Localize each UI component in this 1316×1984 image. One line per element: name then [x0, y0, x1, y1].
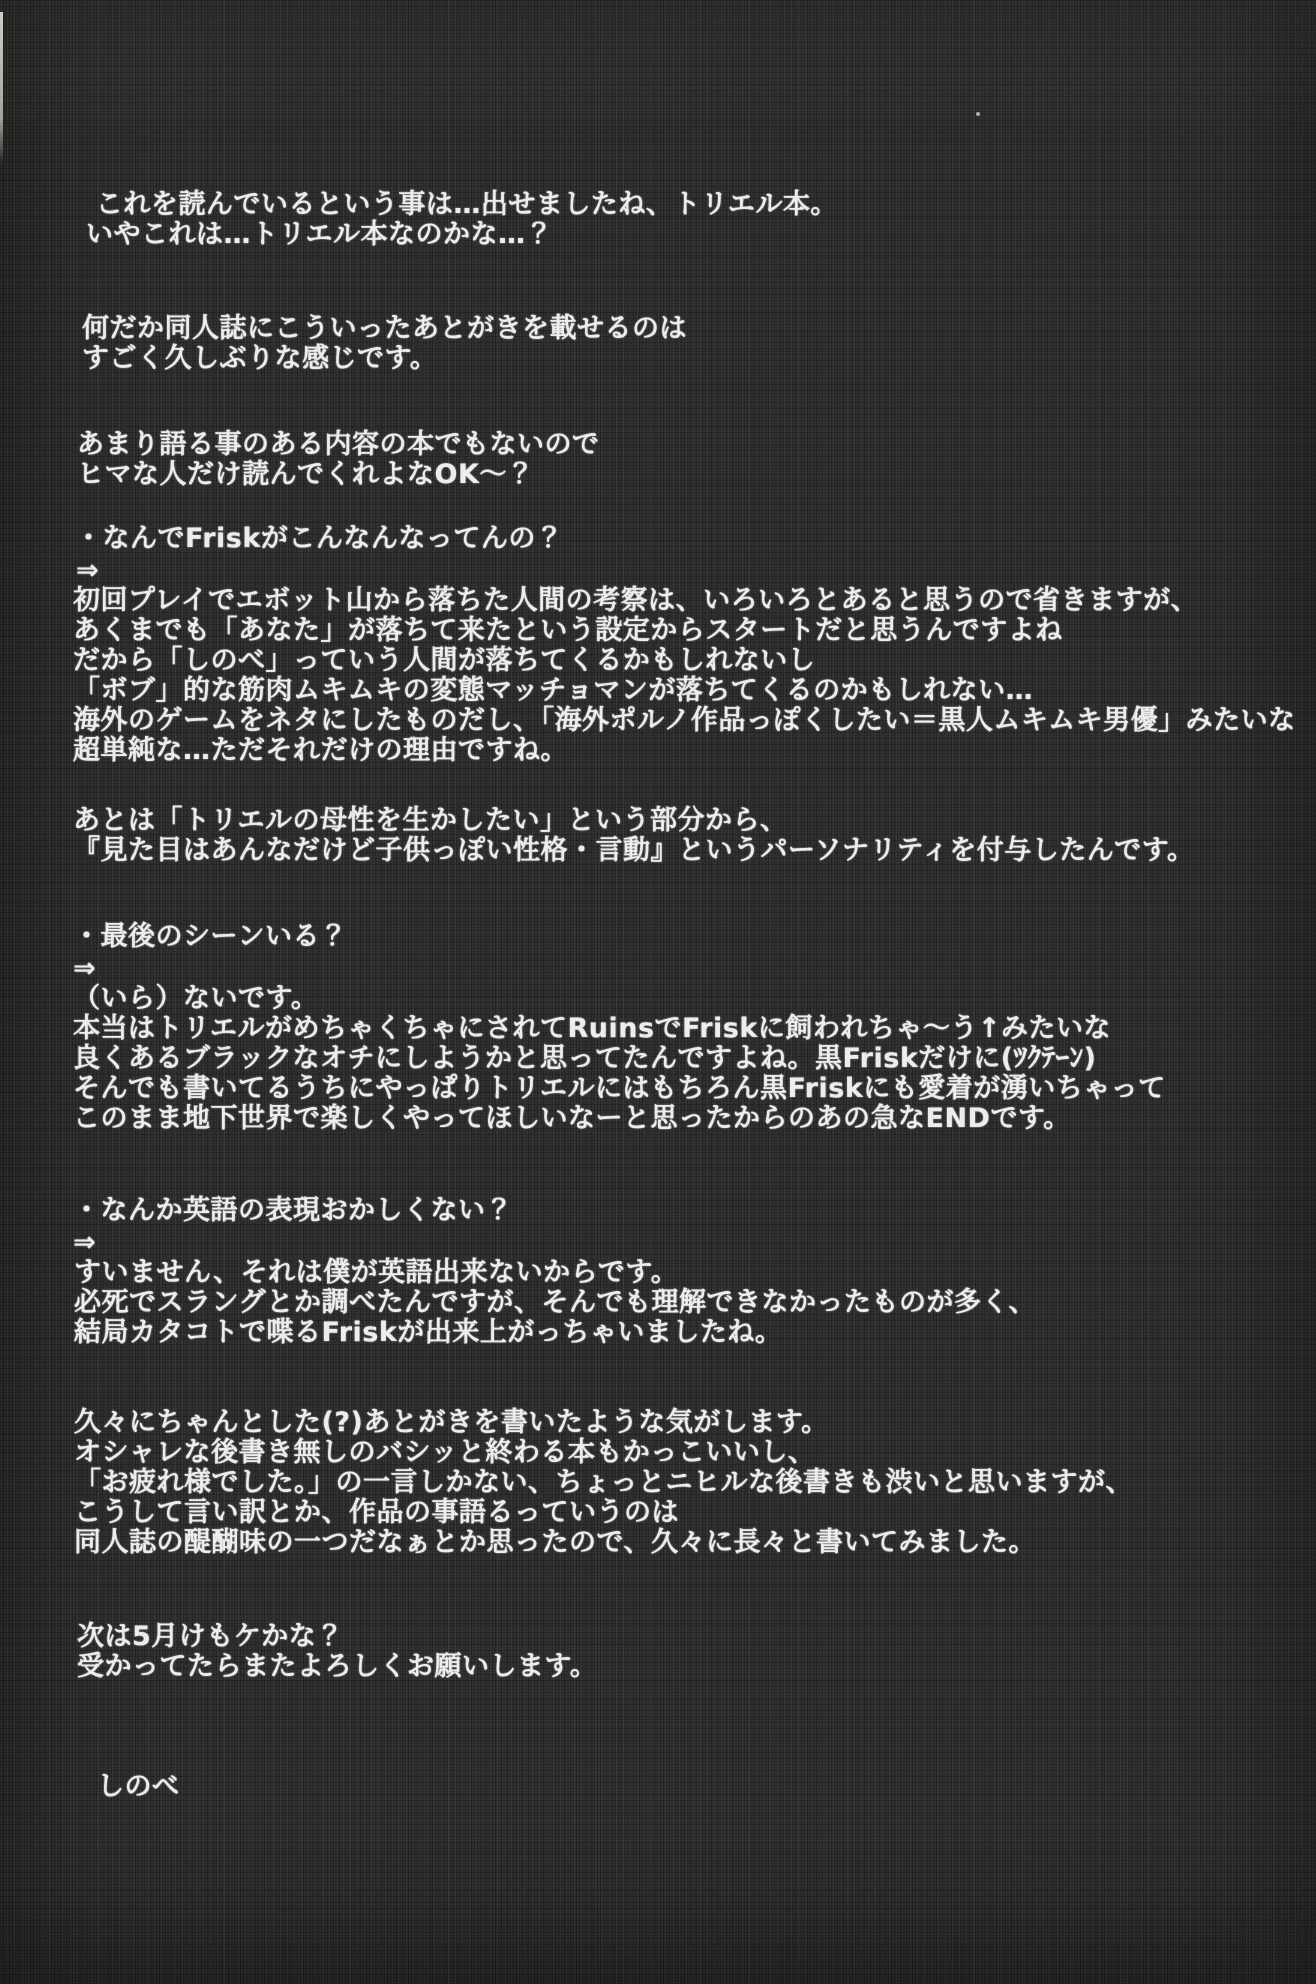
answer-frisk-extra-text: あとは「トリエルの母性を生かしたい」という部分から、 『見た目はあんなだけど子供っぽい性格・言動』というパーソナリティを付与したんです。: [73, 805, 1195, 866]
arrow-marker: ⇒: [73, 1227, 97, 1258]
closing-remarks-text: 久々にちゃんとした(?)あとがきを書いたような気がします。 オシャレな後書き無しのバシッと終わる本もかっこいいし、 「お疲れ様でした。」の一言しかない、ちょっとニヒルな後書きも渋いと思いますが、 こうして言い訳とか、作品の事語るっていうのは 同人誌の醍醐味の一つだなぁとか思ったので、久々に長々と書いてみました。: [74, 1407, 1133, 1558]
next-event-text: 次は5月けもケかな？ 受かってたらまたよろしくお願いします。: [77, 1621, 598, 1682]
author-signature: しのべ: [97, 1771, 180, 1802]
dust-speck: [976, 112, 980, 116]
question-heading-english: ・なんか英語の表現おかしくない？: [73, 1195, 513, 1226]
arrow-marker: ⇒: [73, 953, 97, 984]
question-heading-frisk: ・なんでFriskがこんなんなってんの？: [75, 523, 564, 554]
afterword-preamble-text: あまり語る事のある内容の本でもないので ヒマな人だけ読んでくれよなOK～？: [77, 429, 600, 490]
answer-last-scene-text: （いら）ないです。 本当はトリエルがめちゃくちゃにされてRuinsでFriskに飼われちゃ～う↑みたいな 良くあるブラックなオチにしようかと思ってたんですよね。黒Friskだけに(ﾂｸﾃｰﾝ) そんでも書いてるうちにやっぱりトリエルにはもちろん黒Friskにも愛着が湧いちゃって このまま地下世界で楽しくやってほしいなーと思ったからのあの急なENDです。: [73, 983, 1166, 1134]
question-heading-last-scene: ・最後のシーンいる？: [73, 921, 348, 952]
answer-frisk-text: 初回プレイでエボット山から落ちた人間の考察は、いろいろとあると思うので省きますが、 あくまでも「あなた」が落ちて来たという設定からスタートだと思うんですよね だから「しのべ」っていう人間が落ちてくるかもしれないし 「ボブ」的な筋肉ムキムキの変態マッチョマンが落ちてくるのかもしれない… 海外のゲームをネタにしたものだし、「海外ポルノ作品っぽくしたい＝黒人ムキムキ男優」みたいな 超単純な…ただそれだけの理由ですね。: [73, 585, 1296, 766]
arrow-marker: ⇒: [76, 555, 100, 586]
scan-edge-artifact: [0, 12, 3, 164]
answer-english-text: すいません、それは僕が英語出来ないからです。 必死でスラングとか調べたんですが、そんでも理解できなかったものが多く、 結局カタコトで喋るFriskが出来上がっちゃいましたね。: [74, 1257, 1036, 1348]
afterword-intro-text: これを読んでいるという事は…出せましたね、トリエル本。 いやこれは…トリエル本なのかな…？: [86, 189, 838, 250]
afterword-longtime-text: 何だか同人誌にこういったあとがきを載せるのは すごく久しぶりな感じです。: [82, 313, 687, 374]
